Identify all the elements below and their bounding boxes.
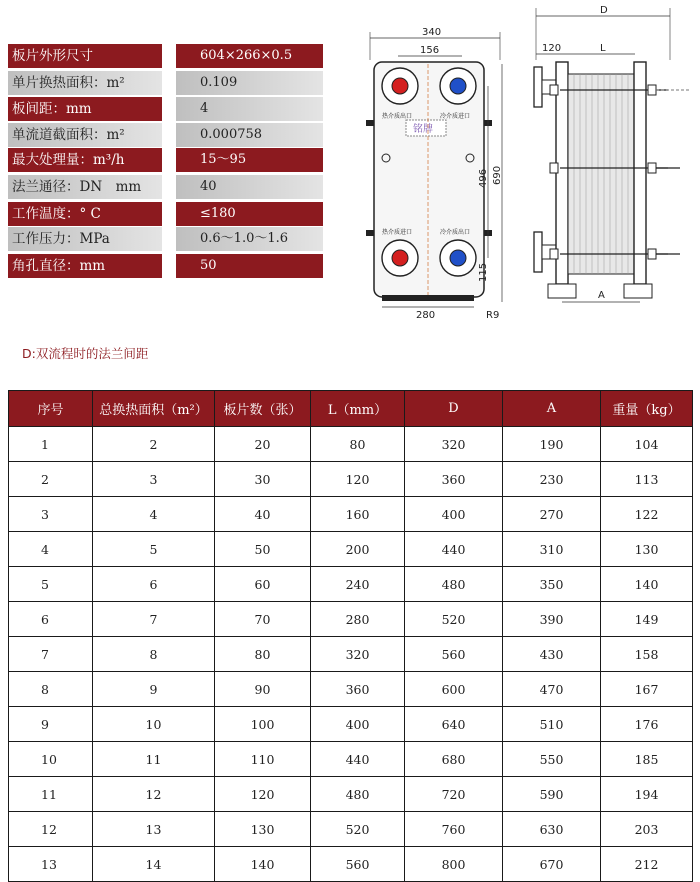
table-cell: 9 <box>9 707 93 742</box>
dim-port-spacing: 156 <box>420 45 440 56</box>
table-cell: 360 <box>405 462 503 497</box>
hot-port-icon <box>392 250 408 266</box>
side-view-drawing <box>520 2 695 312</box>
table-cell: 158 <box>601 637 693 672</box>
table-cell: 5 <box>93 532 215 567</box>
cold-port-icon <box>450 250 466 266</box>
table-cell: 350 <box>503 567 601 602</box>
table-cell: 230 <box>503 462 601 497</box>
dim-a: A <box>598 290 605 301</box>
port-label-hot-in: 热介质进口 <box>382 229 413 236</box>
spec-row <box>8 254 323 278</box>
port-label-cold-in: 冷介质进口 <box>440 113 471 120</box>
cold-port-icon <box>450 78 466 94</box>
table-cell: 7 <box>9 637 93 672</box>
table-cell: 480 <box>311 777 405 812</box>
table-row <box>9 742 693 777</box>
table-cell: 10 <box>93 707 215 742</box>
spec-value: 15～95 <box>176 148 323 172</box>
table-cell: 80 <box>215 637 311 672</box>
dim-flange: 120 <box>542 43 562 54</box>
table-cell: 149 <box>601 602 693 637</box>
table-cell: 640 <box>405 707 503 742</box>
table-row <box>9 847 693 882</box>
table-cell: 8 <box>93 637 215 672</box>
table-cell: 2 <box>93 427 215 462</box>
table-cell: 12 <box>93 777 215 812</box>
table-cell: 10 <box>9 742 93 777</box>
table-cell: 185 <box>601 742 693 777</box>
table-cell: 167 <box>601 672 693 707</box>
table-cell: 110 <box>215 742 311 777</box>
table-cell: 320 <box>311 637 405 672</box>
table-cell: 100 <box>215 707 311 742</box>
table-cell: 630 <box>503 812 601 847</box>
table-cell: 3 <box>9 497 93 532</box>
spec-row <box>8 71 323 95</box>
spec-label: 单片换热面积：m² <box>8 71 162 95</box>
table-cell: 440 <box>405 532 503 567</box>
table-cell: 212 <box>601 847 693 882</box>
table-cell: 1 <box>9 427 93 462</box>
spec-value: 0.6～1.0～1.6 <box>176 227 323 251</box>
table-cell: 240 <box>311 567 405 602</box>
col-header: 总换热面积（m²） <box>93 391 215 427</box>
spec-label: 工作温度：° C <box>8 202 162 226</box>
table-cell: 20 <box>215 427 311 462</box>
dim-height-inner: 496 <box>478 168 489 188</box>
col-header: 重量（kg） <box>601 391 693 427</box>
table-cell: 104 <box>601 427 693 462</box>
table-cell: 280 <box>311 602 405 637</box>
spec-value: 0.109 <box>176 71 323 95</box>
table-cell: 310 <box>503 532 601 567</box>
table-cell: 130 <box>215 812 311 847</box>
table-cell: 70 <box>215 602 311 637</box>
table-cell: 390 <box>503 602 601 637</box>
table-cell: 200 <box>311 532 405 567</box>
nameplate-label: 铭牌 <box>413 124 433 135</box>
table-cell: 9 <box>93 672 215 707</box>
table-cell: 14 <box>93 847 215 882</box>
table-cell: 194 <box>601 777 693 812</box>
table-cell: 13 <box>93 812 215 847</box>
table-cell: 60 <box>215 567 311 602</box>
table-cell: 90 <box>215 672 311 707</box>
col-header: D <box>405 391 503 427</box>
table-cell: 440 <box>311 742 405 777</box>
hot-port-icon <box>392 78 408 94</box>
table-cell: 510 <box>503 707 601 742</box>
col-header: 序号 <box>9 391 93 427</box>
table-cell: 113 <box>601 462 693 497</box>
table-row <box>9 427 693 462</box>
table-row <box>9 497 693 532</box>
table-cell: 4 <box>93 497 215 532</box>
table-cell: 11 <box>93 742 215 777</box>
table-cell: 190 <box>503 427 601 462</box>
table-cell: 160 <box>311 497 405 532</box>
dim-d: D <box>600 5 608 16</box>
table-cell: 120 <box>215 777 311 812</box>
spec-value: 604×266×0.5 <box>176 44 323 68</box>
table-cell: 140 <box>601 567 693 602</box>
table-row <box>9 602 693 637</box>
table-row <box>9 812 693 847</box>
table-cell: 600 <box>405 672 503 707</box>
col-header: A <box>503 391 601 427</box>
spec-row <box>8 227 323 251</box>
table-cell: 480 <box>405 567 503 602</box>
note-text: D:双流程时的法兰间距 <box>22 346 149 361</box>
table-cell: 680 <box>405 742 503 777</box>
table-cell: 3 <box>93 462 215 497</box>
table-cell: 6 <box>9 602 93 637</box>
table-cell: 130 <box>601 532 693 567</box>
spec-label: 板间距：mm <box>8 97 162 121</box>
spec-label: 工作压力：MPa <box>8 227 162 251</box>
flange <box>534 232 542 272</box>
table-cell: 5 <box>9 567 93 602</box>
table-cell: 11 <box>9 777 93 812</box>
table-cell: 50 <box>215 532 311 567</box>
spec-row <box>8 202 323 226</box>
port-label-hot-out: 热介质出口 <box>382 113 413 120</box>
col-header: L（mm） <box>311 391 405 427</box>
front-view-drawing <box>360 20 520 320</box>
spec-label: 角孔直径：mm <box>8 254 162 278</box>
table-cell: 4 <box>9 532 93 567</box>
plate-pack <box>568 74 634 274</box>
table-cell: 520 <box>311 812 405 847</box>
table-cell: 720 <box>405 777 503 812</box>
table-cell: 140 <box>215 847 311 882</box>
moving-frame <box>634 62 646 284</box>
table-cell: 400 <box>405 497 503 532</box>
table-cell: 13 <box>9 847 93 882</box>
table-cell: 7 <box>93 602 215 637</box>
table-cell: 470 <box>503 672 601 707</box>
model-spec-table <box>8 390 693 882</box>
dim-height-total: 690 <box>492 165 503 185</box>
table-cell: 30 <box>215 462 311 497</box>
table-row <box>9 532 693 567</box>
table-cell: 560 <box>405 637 503 672</box>
dim-base: 280 <box>416 310 436 320</box>
spec-row <box>8 44 323 68</box>
table-header-row <box>9 391 693 427</box>
table-cell: 590 <box>503 777 601 812</box>
spec-label: 最大处理量：m³/h <box>8 148 162 172</box>
spec-row <box>8 97 323 121</box>
table-cell: 400 <box>311 707 405 742</box>
table-cell: 80 <box>311 427 405 462</box>
spec-row <box>8 175 323 199</box>
dim-width: 340 <box>422 27 442 38</box>
table-cell: 8 <box>9 672 93 707</box>
spec-value: 4 <box>176 97 323 121</box>
spec-value: ≤180 <box>176 202 323 226</box>
dim-l: L <box>600 43 606 54</box>
table-row <box>9 707 693 742</box>
port-label-cold-out: 冷介质出口 <box>440 229 471 236</box>
table-cell: 760 <box>405 812 503 847</box>
table-cell: 2 <box>9 462 93 497</box>
table-cell: 560 <box>311 847 405 882</box>
spec-label: 单流道截面积：m² <box>8 123 162 147</box>
table-cell: 520 <box>405 602 503 637</box>
spec-label: 法兰通径：DN mm <box>8 175 162 199</box>
table-row <box>9 637 693 672</box>
spec-value: 40 <box>176 175 323 199</box>
spec-label: 板片外形尺寸 <box>8 44 162 68</box>
table-cell: 203 <box>601 812 693 847</box>
spec-value: 50 <box>176 254 323 278</box>
table-row <box>9 777 693 812</box>
table-cell: 40 <box>215 497 311 532</box>
dim-radius: R9 <box>486 310 500 320</box>
table-cell: 800 <box>405 847 503 882</box>
flange <box>534 67 542 107</box>
table-cell: 176 <box>601 707 693 742</box>
table-cell: 320 <box>405 427 503 462</box>
table-row <box>9 672 693 707</box>
table-cell: 122 <box>601 497 693 532</box>
col-header: 板片数（张） <box>215 391 311 427</box>
spec-row <box>8 123 323 147</box>
spec-row <box>8 148 323 172</box>
table-cell: 12 <box>9 812 93 847</box>
table-cell: 120 <box>311 462 405 497</box>
table-cell: 6 <box>93 567 215 602</box>
table-cell: 360 <box>311 672 405 707</box>
dim-bottom: 115 <box>478 262 489 282</box>
table-row <box>9 567 693 602</box>
table-cell: 430 <box>503 637 601 672</box>
table-body <box>9 427 693 882</box>
table-row <box>9 462 693 497</box>
table-cell: 670 <box>503 847 601 882</box>
table-cell: 270 <box>503 497 601 532</box>
spec-value: 0.000758 <box>176 123 323 147</box>
table-cell: 550 <box>503 742 601 777</box>
